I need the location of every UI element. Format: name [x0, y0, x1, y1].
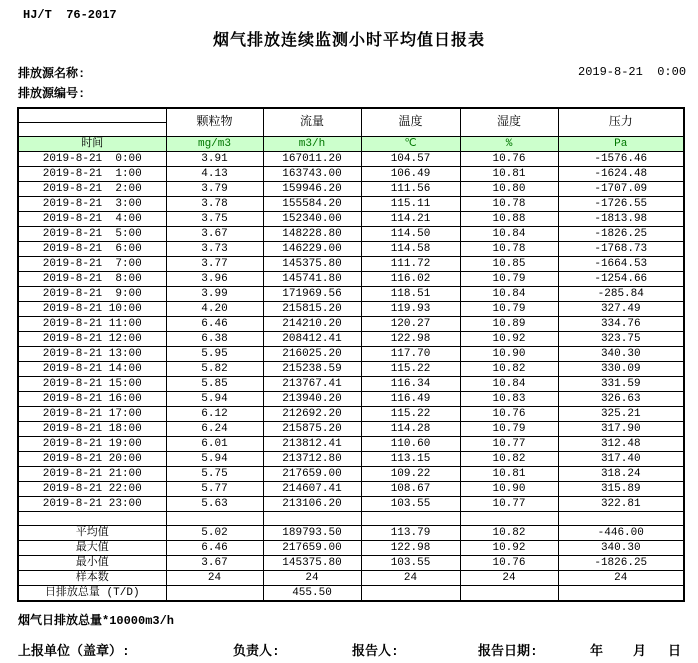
- value-cell: 10.84: [460, 226, 558, 241]
- value-cell: 325.21: [558, 406, 684, 421]
- value-cell: 152340.00: [263, 211, 361, 226]
- value-cell: -285.84: [558, 286, 684, 301]
- header-row-top: [18, 108, 684, 122]
- value-cell: 116.34: [361, 376, 460, 391]
- value-cell: 6.38: [166, 331, 263, 346]
- value-cell: 213812.41: [263, 436, 361, 451]
- hour-row: [18, 286, 684, 301]
- summary-label-cell: 日排放总量 (T/D): [18, 585, 166, 601]
- time-cell: 2019-8-21 16:00: [18, 391, 166, 406]
- value-cell: 10.77: [460, 436, 558, 451]
- value-cell: 217659.00: [263, 466, 361, 481]
- value-cell: 104.57: [361, 151, 460, 166]
- value-cell: 116.02: [361, 271, 460, 286]
- value-cell: 10.79: [460, 301, 558, 316]
- value-cell: 215238.59: [263, 361, 361, 376]
- report-datetime: 2019-8-21 0:00: [578, 65, 687, 79]
- value-cell: 10.89: [460, 316, 558, 331]
- value-cell: 10.76: [460, 406, 558, 421]
- time-cell: 2019-8-21 17:00: [18, 406, 166, 421]
- value-cell: 10.81: [460, 166, 558, 181]
- value-cell: 103.55: [361, 496, 460, 511]
- column-header-humidity: 湿度: [460, 108, 558, 136]
- time-cell: 2019-8-21 9:00: [18, 286, 166, 301]
- value-cell: 10.76: [460, 151, 558, 166]
- value-cell: 108.67: [361, 481, 460, 496]
- value-cell: 10.82: [460, 451, 558, 466]
- hour-row: [18, 151, 684, 166]
- value-cell: -1624.48: [558, 166, 684, 181]
- value-cell: 6.12: [166, 406, 263, 421]
- hour-row: [18, 211, 684, 226]
- summary-label-cell: 平均值: [18, 525, 166, 540]
- time-cell: 2019-8-21 10:00: [18, 301, 166, 316]
- value-cell: [558, 511, 684, 525]
- value-cell: 10.85: [460, 256, 558, 271]
- value-cell: 115.22: [361, 406, 460, 421]
- value-cell: 163743.00: [263, 166, 361, 181]
- column-header-particulate: 颗粒物: [166, 108, 263, 136]
- value-cell: 322.81: [558, 496, 684, 511]
- source-code-row: [18, 84, 698, 101]
- unit-particulate: mg/m3: [166, 136, 263, 151]
- value-cell: 213767.41: [263, 376, 361, 391]
- unit-temperature: ℃: [361, 136, 460, 151]
- column-header-temperature: 温度: [361, 108, 460, 136]
- value-cell: 110.60: [361, 436, 460, 451]
- hour-row: [18, 271, 684, 286]
- value-cell: 106.49: [361, 166, 460, 181]
- value-cell: 6.46: [166, 540, 263, 555]
- hour-row: [18, 406, 684, 421]
- value-cell: 167011.20: [263, 151, 361, 166]
- value-cell: 103.55: [361, 555, 460, 570]
- value-cell: 318.24: [558, 466, 684, 481]
- value-cell: 3.79: [166, 181, 263, 196]
- value-cell: 6.24: [166, 421, 263, 436]
- value-cell: 3.67: [166, 226, 263, 241]
- value-cell: 5.63: [166, 496, 263, 511]
- unit-flow: m3/h: [263, 136, 361, 151]
- value-cell: 24: [166, 570, 263, 585]
- meta-row: [18, 64, 698, 81]
- time-cell: 2019-8-21 1:00: [18, 166, 166, 181]
- value-cell: 340.30: [558, 346, 684, 361]
- time-cell: 2019-8-21 11:00: [18, 316, 166, 331]
- value-cell: 10.92: [460, 331, 558, 346]
- value-cell: 114.21: [361, 211, 460, 226]
- month-label: 月: [633, 643, 647, 659]
- value-cell: 5.77: [166, 481, 263, 496]
- time-column-header: 时间: [18, 136, 166, 151]
- value-cell: -1576.46: [558, 151, 684, 166]
- value-cell: [460, 585, 558, 601]
- hour-row: [18, 226, 684, 241]
- value-cell: 24: [361, 570, 460, 585]
- value-cell: 3.67: [166, 555, 263, 570]
- value-cell: 116.49: [361, 391, 460, 406]
- value-cell: 10.78: [460, 196, 558, 211]
- time-cell: 2019-8-21 12:00: [18, 331, 166, 346]
- value-cell: 10.84: [460, 376, 558, 391]
- standard-number: HJ/T 76-2017: [23, 8, 117, 22]
- time-cell: 2019-8-21 20:00: [18, 451, 166, 466]
- value-cell: 24: [558, 570, 684, 585]
- value-cell: 109.22: [361, 466, 460, 481]
- value-cell: 208412.41: [263, 331, 361, 346]
- value-cell: 159946.20: [263, 181, 361, 196]
- time-cell: 2019-8-21 18:00: [18, 421, 166, 436]
- value-cell: 214210.20: [263, 316, 361, 331]
- hour-row: [18, 496, 684, 511]
- value-cell: 340.30: [558, 540, 684, 555]
- source-name-label: 排放源名称:: [18, 67, 86, 81]
- value-cell: 212692.20: [263, 406, 361, 421]
- value-cell: 455.50: [263, 585, 361, 601]
- value-cell: 10.90: [460, 481, 558, 496]
- value-cell: 5.94: [166, 391, 263, 406]
- value-cell: 10.90: [460, 346, 558, 361]
- header-blank-cell-bottom: [18, 122, 166, 136]
- value-cell: 146229.00: [263, 241, 361, 256]
- hour-row: [18, 166, 684, 181]
- time-cell: 2019-8-21 21:00: [18, 466, 166, 481]
- value-cell: -1707.09: [558, 181, 684, 196]
- value-cell: 317.90: [558, 421, 684, 436]
- value-cell: 3.91: [166, 151, 263, 166]
- unit-humidity: %: [460, 136, 558, 151]
- value-cell: 214607.41: [263, 481, 361, 496]
- hour-row: [18, 466, 684, 481]
- unit-pressure: Pa: [558, 136, 684, 151]
- summary-rows: [18, 511, 684, 601]
- value-cell: 217659.00: [263, 540, 361, 555]
- units-row: [18, 136, 684, 151]
- value-cell: 145741.80: [263, 271, 361, 286]
- column-header-flow: 流量: [263, 108, 361, 136]
- value-cell: -446.00: [558, 525, 684, 540]
- value-cell: 334.76: [558, 316, 684, 331]
- report-page: [0, 8, 698, 658]
- value-cell: 317.40: [558, 451, 684, 466]
- value-cell: 145375.80: [263, 555, 361, 570]
- value-cell: 327.49: [558, 301, 684, 316]
- hour-row: [18, 421, 684, 436]
- value-cell: 120.27: [361, 316, 460, 331]
- value-cell: 10.92: [460, 540, 558, 555]
- hour-row: [18, 346, 684, 361]
- value-cell: [361, 511, 460, 525]
- hour-row: [18, 301, 684, 316]
- value-cell: [166, 511, 263, 525]
- reporter-label: 报告人:: [352, 643, 399, 659]
- column-header-pressure: 压力: [558, 108, 684, 136]
- value-cell: 6.46: [166, 316, 263, 331]
- hour-row: [18, 196, 684, 211]
- hour-row: [18, 391, 684, 406]
- page-title: 烟气排放连续监测小时平均值日报表: [212, 32, 485, 50]
- time-cell: 2019-8-21 19:00: [18, 436, 166, 451]
- value-cell: 117.70: [361, 346, 460, 361]
- value-cell: 323.75: [558, 331, 684, 346]
- value-cell: 114.28: [361, 421, 460, 436]
- summary-row: [18, 525, 684, 540]
- value-cell: 3.99: [166, 286, 263, 301]
- value-cell: 114.50: [361, 226, 460, 241]
- value-cell: 215815.20: [263, 301, 361, 316]
- value-cell: 5.94: [166, 451, 263, 466]
- report-unit-label: 上报单位（盖章）:: [18, 643, 130, 659]
- value-cell: 10.76: [460, 555, 558, 570]
- value-cell: 189793.50: [263, 525, 361, 540]
- value-cell: -1826.25: [558, 555, 684, 570]
- value-cell: 114.58: [361, 241, 460, 256]
- value-cell: 111.56: [361, 181, 460, 196]
- value-cell: [166, 585, 263, 601]
- value-cell: 3.78: [166, 196, 263, 211]
- time-cell: 2019-8-21 4:00: [18, 211, 166, 226]
- hour-row: [18, 181, 684, 196]
- hour-row: [18, 241, 684, 256]
- summary-row: [18, 585, 684, 601]
- time-cell: 2019-8-21 13:00: [18, 346, 166, 361]
- value-cell: 3.96: [166, 271, 263, 286]
- summary-row: [18, 555, 684, 570]
- value-cell: -1726.55: [558, 196, 684, 211]
- time-cell: 2019-8-21 14:00: [18, 361, 166, 376]
- year-label: 年: [590, 643, 604, 659]
- summary-row: [18, 570, 684, 585]
- summary-label-cell: 最小值: [18, 555, 166, 570]
- monitoring-table: [17, 107, 685, 602]
- value-cell: -1664.53: [558, 256, 684, 271]
- value-cell: 113.15: [361, 451, 460, 466]
- value-cell: 148228.80: [263, 226, 361, 241]
- value-cell: 10.88: [460, 211, 558, 226]
- value-cell: 155584.20: [263, 196, 361, 211]
- responsible-person-label: 负责人:: [233, 643, 280, 659]
- emission-total-note: 烟气日排放总量*10000m3/h: [18, 613, 175, 628]
- value-cell: 331.59: [558, 376, 684, 391]
- value-cell: 5.75: [166, 466, 263, 481]
- value-cell: 213940.20: [263, 391, 361, 406]
- value-cell: 24: [460, 570, 558, 585]
- header-blank-cell-top: [18, 108, 166, 122]
- value-cell: -1826.25: [558, 226, 684, 241]
- hour-row: [18, 436, 684, 451]
- value-cell: [558, 585, 684, 601]
- value-cell: 10.80: [460, 181, 558, 196]
- summary-label-cell: 最大值: [18, 540, 166, 555]
- value-cell: [361, 585, 460, 601]
- summary-label-cell: [18, 511, 166, 525]
- value-cell: 326.63: [558, 391, 684, 406]
- value-cell: 115.11: [361, 196, 460, 211]
- time-cell: 2019-8-21 23:00: [18, 496, 166, 511]
- value-cell: -1813.98: [558, 211, 684, 226]
- time-cell: 2019-8-21 7:00: [18, 256, 166, 271]
- summary-row: [18, 511, 684, 525]
- report-date-label: 报告日期:: [478, 643, 538, 659]
- hour-row: [18, 376, 684, 391]
- summary-row: [18, 540, 684, 555]
- summary-label-cell: 样本数: [18, 570, 166, 585]
- value-cell: 118.51: [361, 286, 460, 301]
- value-cell: 111.72: [361, 256, 460, 271]
- hour-row: [18, 256, 684, 271]
- value-cell: 10.78: [460, 241, 558, 256]
- value-cell: 5.82: [166, 361, 263, 376]
- value-cell: 315.89: [558, 481, 684, 496]
- value-cell: 10.82: [460, 525, 558, 540]
- value-cell: 10.84: [460, 286, 558, 301]
- value-cell: 330.09: [558, 361, 684, 376]
- value-cell: 5.85: [166, 376, 263, 391]
- value-cell: 10.82: [460, 361, 558, 376]
- value-cell: 5.95: [166, 346, 263, 361]
- value-cell: 4.20: [166, 301, 263, 316]
- source-code-label: 排放源编号:: [18, 87, 86, 101]
- time-cell: 2019-8-21 22:00: [18, 481, 166, 496]
- time-cell: 2019-8-21 8:00: [18, 271, 166, 286]
- value-cell: 4.13: [166, 166, 263, 181]
- value-cell: [460, 511, 558, 525]
- value-cell: 6.01: [166, 436, 263, 451]
- value-cell: 312.48: [558, 436, 684, 451]
- value-cell: 10.79: [460, 271, 558, 286]
- hour-row: [18, 481, 684, 496]
- time-cell: 2019-8-21 3:00: [18, 196, 166, 211]
- value-cell: 171969.56: [263, 286, 361, 301]
- hour-rows: [18, 151, 684, 511]
- value-cell: 122.98: [361, 331, 460, 346]
- value-cell: 119.93: [361, 301, 460, 316]
- value-cell: 3.75: [166, 211, 263, 226]
- value-cell: 3.77: [166, 256, 263, 271]
- time-cell: 2019-8-21 6:00: [18, 241, 166, 256]
- value-cell: 122.98: [361, 540, 460, 555]
- day-label: 日: [668, 643, 682, 659]
- value-cell: 115.22: [361, 361, 460, 376]
- time-cell: 2019-8-21 5:00: [18, 226, 166, 241]
- value-cell: 10.83: [460, 391, 558, 406]
- time-cell: 2019-8-21 15:00: [18, 376, 166, 391]
- value-cell: 10.79: [460, 421, 558, 436]
- value-cell: [263, 511, 361, 525]
- value-cell: 213712.80: [263, 451, 361, 466]
- value-cell: 3.73: [166, 241, 263, 256]
- time-cell: 2019-8-21 0:00: [18, 151, 166, 166]
- value-cell: 215875.20: [263, 421, 361, 436]
- value-cell: 10.77: [460, 496, 558, 511]
- value-cell: 5.02: [166, 525, 263, 540]
- value-cell: 113.79: [361, 525, 460, 540]
- value-cell: 216025.20: [263, 346, 361, 361]
- value-cell: -1254.66: [558, 271, 684, 286]
- value-cell: 145375.80: [263, 256, 361, 271]
- value-cell: 24: [263, 570, 361, 585]
- hour-row: [18, 451, 684, 466]
- value-cell: 213106.20: [263, 496, 361, 511]
- hour-row: [18, 331, 684, 346]
- value-cell: 10.81: [460, 466, 558, 481]
- time-cell: 2019-8-21 2:00: [18, 181, 166, 196]
- value-cell: -1768.73: [558, 241, 684, 256]
- hour-row: [18, 361, 684, 376]
- hour-row: [18, 316, 684, 331]
